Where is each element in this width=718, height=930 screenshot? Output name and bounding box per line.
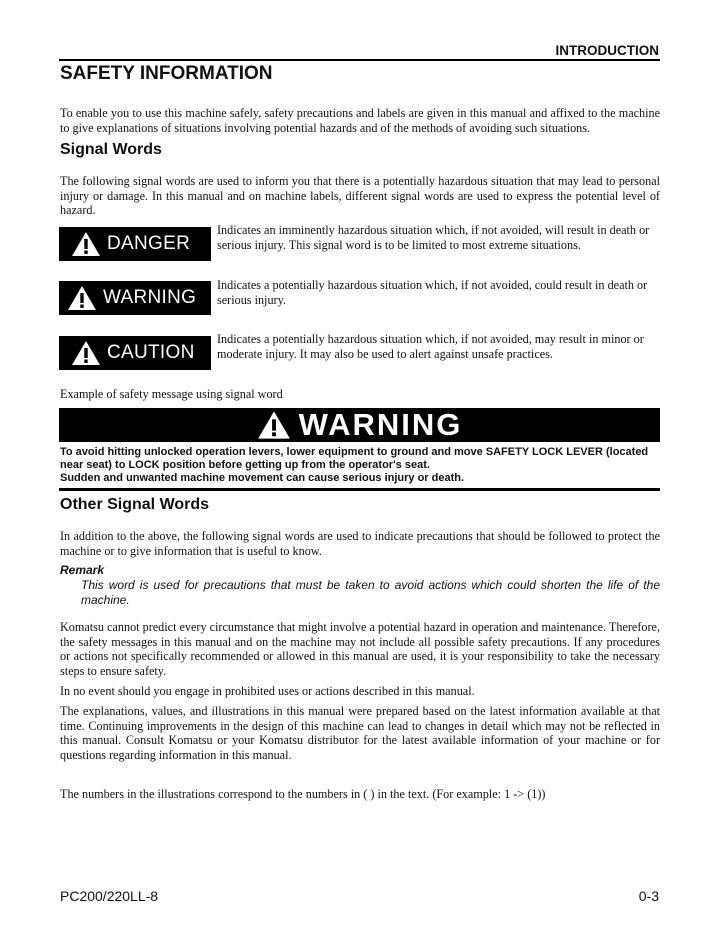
other-signal-words-intro: In addition to the above, the following signal words are used to indicate precautions that should be followed to protect the machine or to give information that is useful to know.: [60, 529, 660, 558]
signal-words-heading: Signal Words: [60, 141, 162, 158]
header-rule: [59, 59, 660, 61]
signal-words-intro: The following signal words are used to inform you that there is a potentially hazardous situation that may lead to personal injury or damage. In this manual and on machine labels, different signal words are used to express the potential level of hazard.: [60, 174, 660, 217]
warning-description: Indicates a potentially hazardous situation which, if not avoided, could result in death or serious injury.: [217, 278, 648, 307]
information-paragraph: The explanations, values, and illustrations in this manual were prepared based on the latest information available at that time. Continuing improvements in the design of this machine can lead to changes in detail which may not be reflected in this manual. Consult Komatsu or your Komatsu distributor for the latest available information of your machine or for questions regarding information in this manual.: [60, 704, 660, 762]
warning-badge: [59, 281, 211, 315]
example-warning-line2: Sudden and unwanted machine movement can cause serious injury or death.: [60, 472, 465, 484]
caution-description: Indicates a potentially hazardous situation which, if not avoided, may result in minor or moderate injury. It may also be used to alert against unsafe practices.: [217, 332, 644, 361]
warning-triangle-icon: [67, 285, 97, 311]
page-title: SAFETY INFORMATION: [60, 63, 273, 84]
warning-triangle-icon: [257, 410, 291, 440]
section-header-label: INTRODUCTION: [555, 43, 659, 58]
illustration-numbers-paragraph: The numbers in the illustrations correspond to the numbers in ( ) in the text. (For example: 1 -> (1)): [60, 787, 546, 801]
remark-text: This word is used for precautions that must be taken to avoid actions which could shorten the life of the machine.: [81, 578, 660, 607]
prohibited-uses-paragraph: In no event should you engage in prohibited uses or actions described in this manual.: [60, 684, 475, 698]
hazard-paragraph: Komatsu cannot predict every circumstance that might involve a potential hazard in operation and maintenance. Therefore, the safety messages in this manual and on the machine may not include all possible safety precautions. If any procedures or actions not specifically recommended or allowed in this manual are used, it is your responsibility to take the necessary steps to ensure safety.: [60, 620, 660, 678]
caution-label: CAUTION: [107, 342, 195, 363]
warning-label: WARNING: [103, 287, 197, 308]
intro-paragraph: To enable you to use this machine safely, safety precautions and labels are given in this manual and affixed to the machine to give explanations of situations involving potential hazards and of the methods of avoiding such situations.: [60, 106, 660, 135]
example-warning-text: [60, 446, 660, 485]
example-caption: Example of safety message using signal word: [60, 387, 283, 401]
danger-label: DANGER: [107, 233, 191, 254]
warning-triangle-icon: [71, 231, 101, 257]
example-warning-line1: To avoid hitting unlocked operation levers, lower equipment to ground and move SAFETY LOCK LEVER (located near seat) to LOCK position before getting up from the operator's seat.: [60, 446, 649, 471]
other-signal-words-heading: Other Signal Words: [60, 496, 210, 513]
danger-description: Indicates an imminently hazardous situation which, if not avoided, will result in death or serious injury. This signal word is to be limited to most extreme situations.: [217, 223, 650, 252]
danger-badge: [59, 227, 211, 261]
footer-model: PC200/220LL-8: [60, 888, 159, 904]
remark-label: Remark: [60, 563, 105, 577]
caution-badge: [59, 336, 211, 370]
example-warning-banner: [59, 408, 660, 442]
warning-triangle-icon: [71, 340, 101, 366]
footer-page-number: 0-3: [638, 888, 659, 904]
example-warning-label: WARNING: [298, 407, 463, 442]
example-warning-rule: [59, 488, 660, 491]
